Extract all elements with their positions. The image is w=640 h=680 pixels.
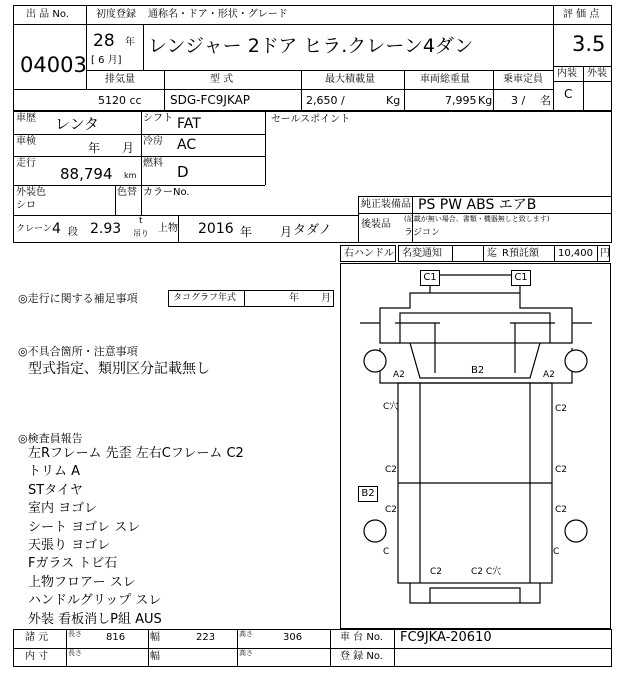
fuel-label: 燃料 (143, 158, 163, 169)
history-label: 車歴 (16, 113, 36, 124)
crane-capacity-unit-top: t (139, 216, 143, 226)
inspector-line: Fガラス トビ石 (28, 556, 118, 572)
aftermarket-note: (記載が無い場合、書類・機器無しと致します) (404, 215, 550, 223)
inspector-heading: ◎検査員報告 (18, 432, 83, 445)
inspector-line: 上物フロアー スレ (28, 574, 136, 590)
inspector-line: 室内 ヨゴレ (28, 501, 98, 517)
lot-number: 04003 (20, 53, 87, 77)
label-c2-left-3: C2 (385, 505, 398, 515)
tachograph-year: 年 (289, 293, 299, 304)
crane-stage-unit: 段 (68, 227, 78, 238)
ext-color-label: 外装色 (16, 187, 46, 198)
reg-label: 登 録 No. (340, 651, 383, 662)
fuel-value: D (177, 163, 189, 181)
inspector-line: 天張り ヨゴレ (28, 537, 111, 553)
lot-label: 出 品 No. (26, 9, 69, 20)
max-load-unit: Kg (386, 94, 401, 107)
first-reg-label: 初度登録 (96, 9, 136, 20)
chassis-value: FC9JKA-20610 (400, 630, 492, 645)
label-c2-right-3: C2 (555, 505, 568, 515)
inspector-line: 左Rフレーム 先歪 左右Cフレーム C2 (28, 446, 244, 461)
height-value: 306 (283, 632, 303, 643)
valid-until-label: 迄 (487, 248, 497, 259)
inspector-lines (28, 447, 244, 631)
equipment-label: 純正装備品 (361, 199, 411, 210)
label-c-rear-right: C (553, 547, 560, 557)
capacity-label: 乗車定員 (503, 74, 543, 85)
label-c2-bottom: C2 (430, 567, 443, 577)
displacement-label: 排気量 (105, 74, 135, 85)
inspection-year: 年 (88, 141, 101, 155)
label-c-rear-left: C (383, 547, 390, 557)
gross-weight-label: 車両総重量 (420, 74, 470, 85)
name-label: 通称名・ドア・形状・グレード (148, 9, 288, 20)
right-hand-label: 右ハンドル (344, 248, 394, 259)
width-value: 223 (196, 632, 216, 643)
equipment-value: PS PW ABS エアB (418, 197, 537, 213)
label-c2-left-2: C2 (385, 465, 398, 475)
inner-label: 内 寸 (25, 651, 49, 662)
capacity-unit: 名 (540, 94, 551, 107)
grade-label: 評 価 点 (563, 9, 600, 20)
first-reg-month: [ 6 月] (91, 55, 122, 66)
capacity-value: 3 / (511, 94, 526, 107)
label-c2-right-2: C2 (555, 465, 568, 475)
model-label: 型 式 (210, 74, 234, 85)
recycle-value: 10,400 (558, 248, 593, 259)
gross-weight-unit: Kg (478, 94, 493, 107)
first-reg-year: 28 (93, 31, 115, 51)
color-change-label: 色替 (117, 187, 137, 198)
upper-label: 上物 (158, 223, 178, 234)
shift-label: シフト (143, 113, 173, 124)
exterior-label: 外装 (587, 68, 607, 79)
interior-value: C (564, 87, 573, 101)
label-c1-right: C1 (511, 270, 531, 286)
upper-year-unit: 年 (240, 225, 253, 239)
sales-point-label: セールスポイント (271, 114, 351, 125)
label-a2-left: A2 (393, 370, 405, 380)
label-b2-left: B2 (358, 486, 378, 502)
upper-month-unit: 月 (280, 225, 293, 239)
defects-text: 型式指定、類別区分記載無し (28, 361, 210, 377)
gross-weight-value: 7,995 (445, 94, 477, 107)
crane-stages: 4 (52, 221, 61, 237)
model-value: SDG-FC9JKAP (170, 93, 251, 107)
inspector-line: STタイヤ (28, 482, 83, 498)
label-a2-right: A2 (543, 370, 555, 380)
mileage-value: 88,794 (60, 165, 113, 183)
name-change-label: 名変通知 (402, 248, 442, 259)
upper-year: 2016 (198, 221, 234, 237)
max-load-label: 最大積載量 (325, 74, 375, 85)
height-label: 高さ (239, 630, 253, 638)
shift-value: FAT (177, 116, 201, 132)
inspector-line: トリム A (28, 464, 81, 480)
length-value: 816 (106, 632, 126, 643)
recycle-label: R預託額 (502, 248, 539, 259)
history-value: レンタ (55, 115, 100, 133)
defects-heading: ◎不具合箇所・注意事項 (18, 345, 138, 358)
displacement-value: 5120 cc (98, 94, 142, 107)
tachograph-month: 月 (321, 293, 331, 304)
color-no-label: カラーNo. (143, 187, 190, 198)
tachograph-label: タコグラフ年式 (173, 293, 237, 303)
recycle-unit: 円 (600, 248, 610, 259)
crane-capacity-unit: 吊り (133, 229, 149, 238)
width-label: 幅 (150, 632, 160, 643)
tachograph-heading: ◎走行に関する補足事項 (18, 292, 138, 305)
inspection-month: 月 (122, 141, 135, 155)
inspector-line: シート ヨゴレ スレ (28, 519, 141, 535)
inspector-line: 外装 看板消しP組 AUS (28, 611, 162, 627)
first-reg-year-unit: 年 (125, 37, 135, 48)
inspector-line: ハンドルグリップ スレ (28, 593, 162, 609)
inspection-label: 車検 (16, 136, 36, 147)
mileage-unit: km (124, 171, 137, 180)
label-c1-left: C1 (420, 270, 440, 286)
length-label: 長さ (68, 630, 82, 638)
inner-height-label: 高さ (239, 649, 253, 657)
label-c2-right-1: C2 (555, 404, 568, 414)
upper-note: タダノ (293, 223, 332, 238)
label-c-hole-left: C穴 (383, 402, 399, 412)
label-c-hole-bottom: C2 C穴 (471, 567, 502, 577)
dims-label: 諸 元 (25, 632, 49, 643)
aftermarket-label: 後装品 (361, 219, 391, 230)
inner-width-label: 幅 (150, 651, 160, 662)
score-value: 3.5 (572, 32, 606, 56)
mileage-label: 走行 (16, 158, 36, 169)
inner-length-label: 長さ (68, 649, 82, 657)
ext-color-value: シロ (16, 200, 36, 211)
name-change-box (452, 245, 484, 262)
aftermarket-value: ラジコン (404, 228, 441, 238)
chassis-label: 車 台 No. (340, 632, 383, 643)
crane-capacity: 2.93 (90, 221, 122, 237)
label-b2-center: B2 (471, 365, 485, 376)
ac-label: 冷房 (143, 136, 163, 147)
car-name: レンジャー 2ドア ヒラ.クレーン4ダン (148, 35, 474, 57)
ac-value: AC (177, 137, 197, 153)
crane-label: クレーン (16, 224, 52, 234)
max-load-value: 2,650 / (306, 94, 345, 107)
interior-label: 内装 (557, 68, 577, 79)
